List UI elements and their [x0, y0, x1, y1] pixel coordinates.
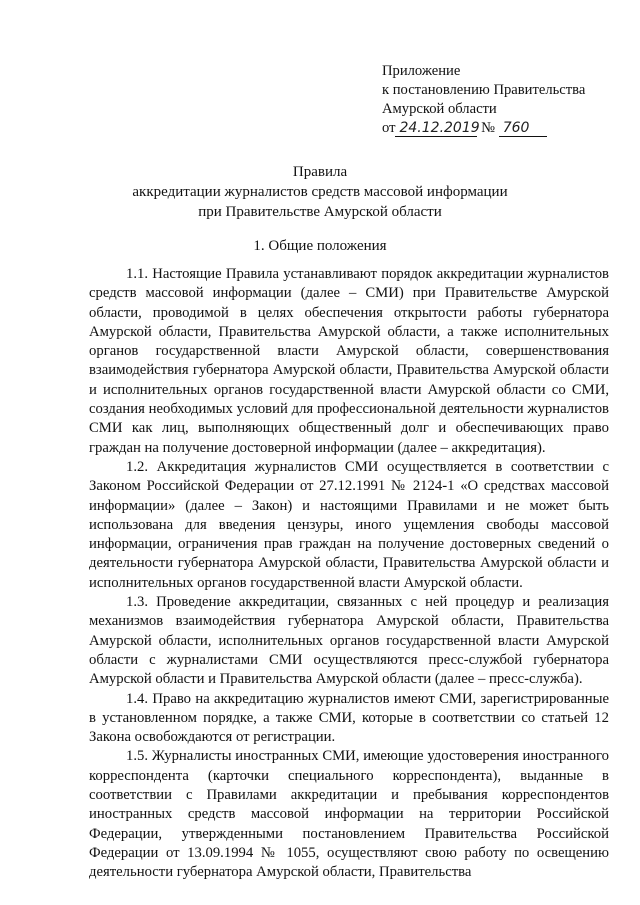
number-prefix: №	[481, 120, 496, 136]
annex-region: Амурской области	[382, 101, 497, 117]
number-field	[499, 121, 547, 137]
date-prefix: от	[382, 120, 396, 136]
paragraph-1-2: 1.2. Аккредитация журналистов СМИ осуществляется в соответствии с Законом Российской Федерации от 27.12.1991 № 2124-1 «О средствах массовой информации» (далее – Закон) и настоящими Правилами и не может быть использована для введения цензуры, иного ущемления свободы массовой информации, ограничения прав граждан на получение достоверных сведений о деятельности губернатора Амурской области, Правительства Амурской области и исполнительных органов государственной власти Амурской области.	[89, 458, 609, 591]
annex-decree-ref: к постановлению Правительства	[382, 82, 586, 98]
handwritten-date: 24.12.2019	[399, 120, 480, 136]
paragraph-1-1: 1.1. Настоящие Правила устанавливают порядок аккредитации журналистов средств массовой информации (далее – СМИ) при Правительстве Амурской области, проводимой в целях обеспечения открытости работы губернатора Амурской области, Правительства Амурской области, а также исполнительных органов государственной власти Амурской области, совершенствования взаимодействия губернатора Амурской области, Правительства Амурской области и исполнительных органов государственной власти Амурской области со СМИ, создания необходимых условий для профессиональной деятельности журналистов СМИ как лиц, выполняющих общественный долг и обеспечивающих право граждан на получение достоверной информации (далее – аккредитация).	[89, 266, 609, 456]
paragraph-1-4: 1.4. Право на аккредитацию журналистов имеют СМИ, зарегистрированные в установленном порядке, а также СМИ, которые в соответствии со статьей 12 Закона освобождаются от регистрации.	[89, 690, 609, 746]
handwritten-number: 760	[502, 120, 530, 136]
annex-label: Приложение	[382, 63, 461, 79]
date-field	[395, 120, 480, 137]
paragraph-1-5: 1.5. Журналисты иностранных СМИ, имеющие удостоверения иностранного корреспондента (карточки специального корреспондента), выданные в соответствии с Правилами аккредитации и пребывания корреспондентов иностранных средств массовой информации на территории Российской Федерации, утвержденными постановлением Правительства Российской Федерации от 13.09.1994 № 1055, осуществляют свою работу по освещению деятельности губернатора Амурской области, Правительства	[89, 748, 609, 881]
annex-date-number-line	[382, 119, 622, 138]
title-line-1: Правила	[292, 164, 348, 180]
section-heading: 1. Общие положения	[253, 238, 387, 254]
paragraph-1-3: 1.3. Проведение аккредитации, связанных с ней процедур и реализация механизмов взаимодействия губернатора Амурской области, Правительства Амурской области, исполнительных органов государственной власти Амурской области с журналистами СМИ осуществляются пресс-службой губернатора Амурской области и Правительства Амурской области (далее – пресс-служба).	[89, 594, 609, 688]
document-body	[89, 265, 609, 883]
title-line-3: при Правительстве Амурской области	[198, 204, 442, 220]
document-title	[80, 162, 560, 222]
annex-header	[382, 62, 622, 138]
title-line-2: аккредитации журналистов средств массовой информации	[132, 184, 508, 200]
